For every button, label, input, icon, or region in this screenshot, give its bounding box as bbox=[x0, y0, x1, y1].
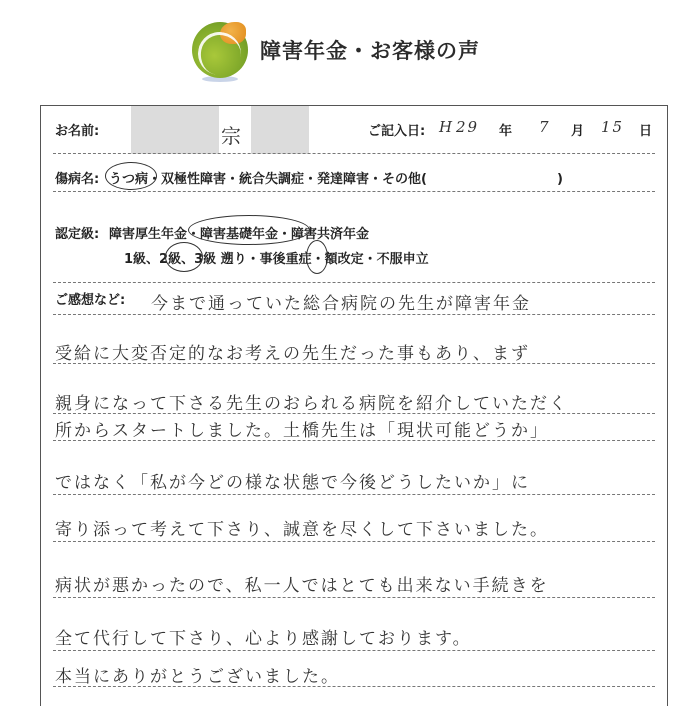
date-label: ご記入日: bbox=[368, 124, 426, 139]
divider bbox=[53, 191, 655, 192]
name-value: 宗 bbox=[221, 124, 243, 148]
divider bbox=[53, 494, 655, 495]
date-month: 7 bbox=[539, 118, 551, 136]
leaf-globe-logo-icon bbox=[190, 18, 250, 82]
divider bbox=[53, 153, 655, 154]
disease-options: うつ病・双極性障害・統合失調症・発達障害・その他( ) bbox=[109, 172, 563, 187]
divider bbox=[53, 314, 655, 315]
testimonial-form bbox=[40, 105, 668, 706]
divider bbox=[53, 363, 655, 364]
date-day-label: 日 bbox=[639, 124, 653, 139]
divider bbox=[53, 440, 655, 441]
comment-line: 今まで通っていた総合病院の先生が障害年金 bbox=[151, 294, 531, 314]
divider bbox=[53, 413, 655, 414]
comments-label: ご感想など: bbox=[55, 293, 126, 308]
type-selection-circle bbox=[306, 240, 328, 274]
date-month-label: 月 bbox=[571, 124, 585, 139]
disease-label: 傷病名: bbox=[55, 172, 100, 187]
date-era: H bbox=[439, 118, 455, 136]
certification-pensions: 障害厚生年金・障害基礎年金・障害共済年金 bbox=[109, 227, 370, 242]
date-day: 15 bbox=[601, 118, 625, 136]
comment-line: 受給に大変否定的なお考えの先生だった事もあり、まず bbox=[55, 344, 530, 364]
divider bbox=[53, 597, 655, 598]
comment-line: ではなく「私が今どの様な状態で今後どうしたいか」に bbox=[55, 473, 530, 493]
page-title: 障害年金・お客様の声 bbox=[260, 39, 480, 63]
comment-line: 全て代行して下さり、心より感謝しております。 bbox=[55, 629, 472, 649]
comment-line: 親身になって下さる先生のおられる病院を紹介していただく bbox=[55, 394, 568, 414]
divider bbox=[53, 686, 655, 687]
grade-selection-circle bbox=[165, 242, 203, 272]
certification-grades: 1級、2級、3級 遡り・事後重症・額改定・不服申立 bbox=[124, 252, 429, 267]
certification-label: 認定級: bbox=[55, 227, 100, 242]
disease-selection-circle bbox=[105, 162, 157, 190]
comment-line: 病状が悪かったので、私一人ではとても出来ない手続きを bbox=[55, 576, 549, 596]
name-redaction-right bbox=[251, 106, 309, 154]
divider bbox=[53, 541, 655, 542]
comment-line: 所からスタートしました。土橋先生は「現状可能どうか」 bbox=[55, 421, 549, 441]
comment-line: 本当にありがとうございました。 bbox=[55, 667, 340, 687]
divider bbox=[53, 282, 655, 283]
date-year-label: 年 bbox=[499, 124, 513, 139]
comment-line: 寄り添って考えて下さり、誠意を尽くして下さいました。 bbox=[55, 520, 549, 540]
pension-selection-circle bbox=[188, 215, 310, 245]
page-header bbox=[190, 18, 480, 82]
name-label: お名前: bbox=[55, 124, 100, 139]
divider bbox=[53, 650, 655, 651]
name-redaction-left bbox=[131, 106, 219, 154]
date-year: 29 bbox=[456, 118, 480, 136]
